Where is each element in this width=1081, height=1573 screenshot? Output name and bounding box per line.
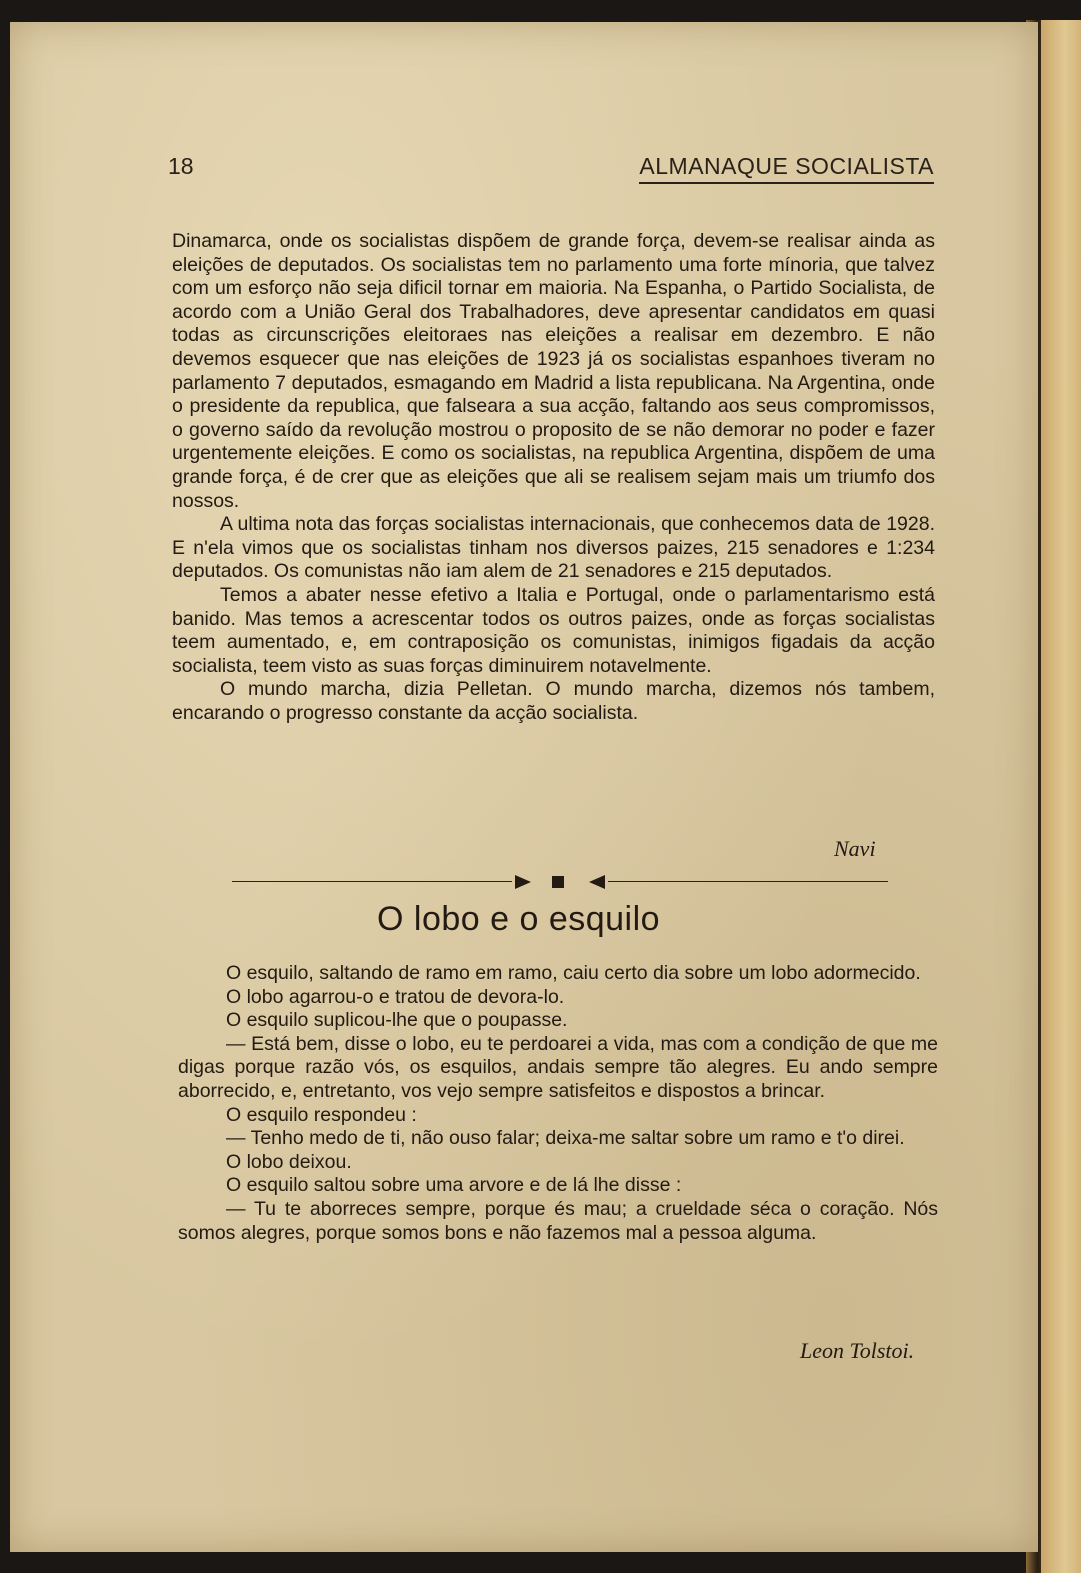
section-divider-ornament <box>232 870 888 894</box>
arrow-left-icon <box>589 875 605 889</box>
story-paragraph: — Tenho medo de ti, não ouso falar; deixa-me saltar sobre um ramo e t'o direi. <box>226 1127 905 1150</box>
article-author-signature: Navi <box>834 836 876 861</box>
story-title: O lobo e o esquilo <box>377 900 661 938</box>
story-paragraph: — Tu te aborreces sempre, porque és mau; a crueldade séca o coração. Nós somos alegres, porque somos bons e não fazemos mal a pessoa alguma. <box>178 1197 938 1244</box>
article-paragraph: Temos a abater nesse efetivo a Italia e Portugal, onde o parlamentarismo está banido. Mas temos a acrescentar todos os outros paizes, onde as forças socialistas teem aumentado, e, em contraposição os comunistas, inimigos figadais da acção socialista, teem visto as suas forças diminuirem notavelmente. <box>172 583 935 677</box>
divider-rule-left <box>232 881 512 882</box>
article-socialist-elections <box>172 230 935 725</box>
story-paragraph: O esquilo, saltando de ramo em ramo, caiu certo dia sobre um lobo adormecido. <box>226 962 921 984</box>
divider-rule-right <box>608 881 888 882</box>
story-paragraph: O esquilo saltou sobre uma arvore e de lá lhe disse : <box>226 1174 682 1197</box>
article-paragraph: Dinamarca, onde os socialistas dispõem de grande força, devem-se realisar ainda as eleições de deputados. Os socialistas tem no parlamento uma forte mínoria, que talvez com um esforço não seja dificil tornar em maioria. Na Espanha, o Partido Socialista, de acordo com a União Geral dos Trabalhadores, deve apresentar candidatos em quasi todas as circunscrições eleitoraes nas eleições a realisar em dezembro. E não devemos esquecer que nas eleições de 1923 já os socialistas espanhoes tiveram no parlamento 7 deputados, esmagando em Madrid a lista republicana. Na Argentina, onde o presidente da republica, que falseara a sua acção, faltando aos seus compromissos, o governo saído da revolução mostrou o proposito de se não demorar no poder e fazer urgentemente eleições. E como os socialistas, na republica Argentina, dispõem de uma grande força, é de crer que as eleições que ali se realisem sejam mais um triumfo dos nossos. <box>172 230 935 512</box>
arrow-right-icon <box>515 875 531 889</box>
story-paragraph: O esquilo respondeu : <box>226 1103 417 1126</box>
article-paragraph: O mundo marcha, dizia Pelletan. O mundo marcha, dizemos nós tambem, encarando o progresso constante da acção socialista. <box>172 678 935 724</box>
article-paragraph: A ultima nota das forças socialistas internacionais, que conhecemos data de 1928. E n'ela vimos que os socialistas tinham nos diversos paizes, 215 senadores e 1:234 deputados. Os comunistas não iam alem de 21 senadores e 215 deputados. <box>172 513 935 583</box>
page-number: 18 <box>168 153 194 179</box>
story-paragraph: O esquilo suplicou-lhe que o poupasse. <box>226 1009 568 1032</box>
publication-title: ALMANAQUE SOCIALISTA <box>639 153 934 184</box>
story-author-signature: Leon Tolstoi. <box>800 1338 915 1363</box>
story-paragraph: O lobo deixou. <box>226 1150 352 1173</box>
adjacent-page-edge <box>1041 20 1081 1573</box>
square-icon <box>552 876 564 888</box>
story-paragraph: O lobo agarrou-o e tratou de devora-lo. <box>226 985 565 1008</box>
story-fable <box>178 962 938 1245</box>
story-paragraph: — Está bem, disse o lobo, eu te perdoarei a vida, mas com a condição de que me digas porque razão vós, os esquilos, andais sempre tão alegres. Eu ando sempre aborrecido, e, entretanto, vos vejo sempre satisfeitos e dispostos a brincar. <box>178 1032 938 1102</box>
running-header <box>168 150 934 184</box>
